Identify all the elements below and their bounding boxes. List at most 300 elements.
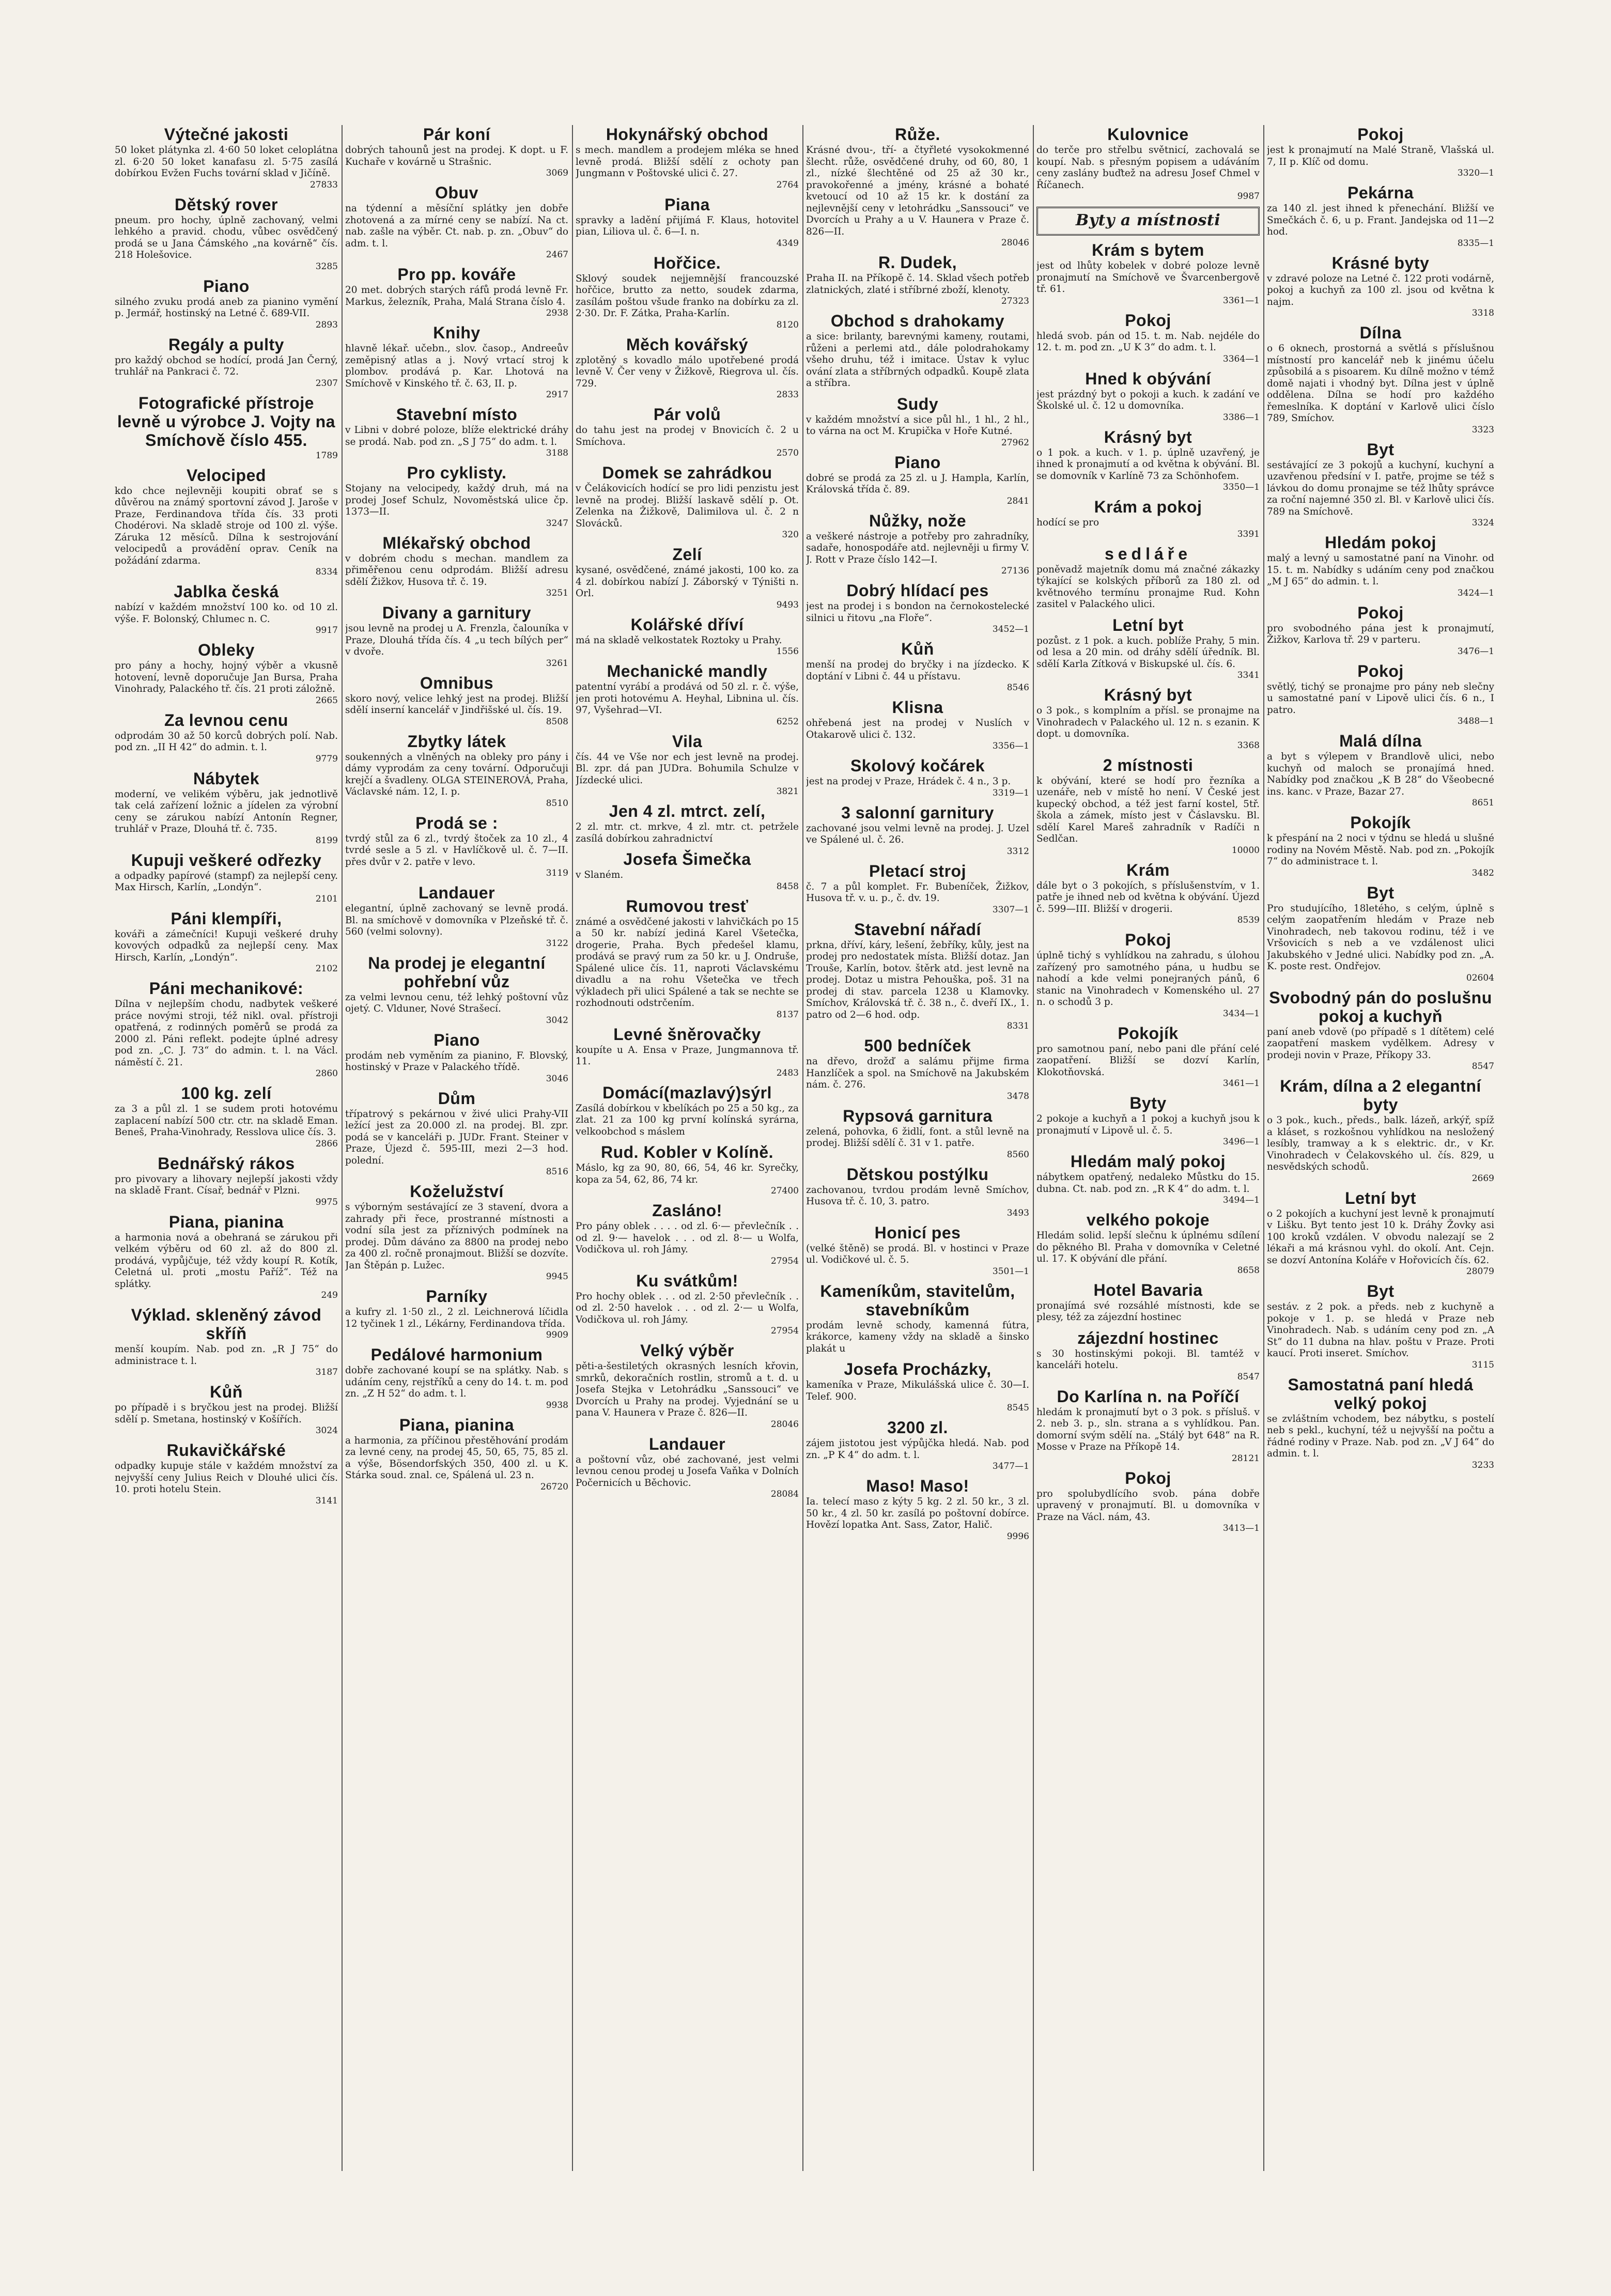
classified-ad	[345, 732, 568, 809]
ad-body: Dílna v nejlepším chodu, nadbytek veškeré práce novými stroji, též nikl. oval. přístroji opatřená, z rodinných poměrů se prodá za 2000 zl. Páni reflekt. podejte úplné adresy pod zn. „C. J. 73“ do admin. t. l. na Václ. náměstí č. 21.	[115, 999, 338, 1068]
ad-body: a harmonia, za příčinou přestěhování prodám za levné ceny, na prodej 45, 50, 65, 75, 85 zl. a výše, Bösendorfských 350, 400 zl. u K. Stárka soud. znal. ce, Spálená ul. 23 n.	[345, 1435, 568, 1481]
ad-body: menší koupím. Nab. pod zn. „R J 75“ do administrace t. l.	[115, 1344, 338, 1367]
ad-body: a kufry zl. 1·50 zl., 2 zl. Leichnerová líčidla 12 tyčinek 1 zl., Lékárny, Ferdinandova třída.	[345, 1307, 568, 1329]
ad-body: hledám k pronajmutí byt o 3 pok. s přísluš. v 2. neb 3. p., sln. strana a s vyhlídkou. Pan. domorní svým sdělí na. „Stálý byt 648“ na R. Mosse v Praze na Příkopě 14.	[1036, 1406, 1260, 1452]
ad-number: 9909	[546, 1330, 568, 1340]
ad-number: 3042	[546, 1015, 568, 1026]
ad-body: k obývání, které se hodí pro řezníka a uzenáře, neb v místě ho není. V České jest kupecký obchod, a též jest farní kostel, 5tř. škola a zámek, místo jest v Čáslavsku. Bl. sdělí Karel Mareš zahradník v Radíči n Sedlčan.	[1036, 775, 1260, 844]
classifieds-column-3	[576, 125, 799, 1504]
ad-number: 1556	[776, 646, 799, 657]
ad-number: 3501—1	[992, 1266, 1029, 1277]
ad-body: o 3 pok., s komplním a přísl. se pronajme na Vinohradech v Palackého ul. 12 n. s ezanin. K dopt. u domovníka.	[1036, 705, 1260, 739]
ad-headline: Kameníkům, stavitelům, stavebníkům	[820, 1281, 1015, 1319]
ad-body: hlavně lékař. učebn., slov. časop., Andreeův zeměpisný atlas a j. Nový vrtací stroj k plombov. prodává p. Kar. Lhotová na Smíchově v Kinského tř. č. 63, II. p.	[345, 343, 568, 389]
ad-headline: Obleky	[198, 641, 255, 659]
ad-number: 3350—1	[1222, 482, 1260, 492]
ad-number: 8508	[546, 716, 568, 727]
ad-number: 4349	[776, 238, 799, 249]
ad-headline: Regály a pulty	[168, 335, 284, 354]
classified-ad	[1036, 686, 1260, 751]
ad-number: 8335—1	[1457, 238, 1494, 249]
ad-body: prodám neb vyměním za pianino, F. Blovský, hostinský v Praze v Palackého třídě.	[345, 1050, 568, 1073]
classified-ad	[806, 756, 1029, 798]
ad-number: 28121	[1231, 1453, 1260, 1464]
ad-body: paní aneb vdově (po případě s 1 dítětem) celé zaopatření maskem vydělkem. Adresy v prodeji novin v Praze, Příkopy 33.	[1267, 1026, 1494, 1061]
ad-headline: Pokoj	[1357, 603, 1404, 622]
ad-headline: Do Karlína n. na Poříčí	[1057, 1387, 1240, 1406]
classified-ad	[1267, 1375, 1494, 1470]
ad-headline: Dílna	[1359, 323, 1402, 342]
ad-body: menší na prodej do bryčky i na jízdecko. K doptání v Libni č. 44 u přístavu.	[806, 659, 1029, 682]
ad-headline: Páni mechanikové:	[149, 979, 304, 998]
ad-headline: Za levnou cenu	[164, 710, 288, 730]
classified-ad	[345, 1031, 568, 1084]
ad-body: jest k pronajmutí na Malé Straně, Vlašská ul. 7, II p. Klíč od domu.	[1267, 145, 1494, 167]
classified-ad	[1036, 1281, 1260, 1324]
classified-ad	[345, 814, 568, 879]
ad-body: v každém množství a sice půl hl., 1 hl., 2 hl., to várna na oct M. Krupička v Hoře Kutné.	[806, 414, 1029, 437]
classified-ad	[1267, 1077, 1494, 1184]
ad-headline: Maso! Maso!	[866, 1477, 969, 1495]
ad-number: 27833	[309, 179, 338, 190]
ad-number: 3188	[546, 448, 568, 458]
ad-body: v Čelákovicích hodící se pro lidi penzistu jest levně na prodej. Bližší laskavě sdělí p. Ot. Zelenka na Žižkově, Dalimilova ul. č. 2 n Slovácků.	[576, 483, 799, 529]
ad-body: spravky a ladění přijímá F. Klaus, hotovitel pian, Liliova ul. č. 6—I. n.	[576, 214, 799, 237]
classified-ad	[1036, 545, 1260, 611]
ad-number: 3115	[1471, 1359, 1494, 1370]
ad-number: 3319—1	[992, 787, 1029, 798]
ad-number: 2669	[1471, 1173, 1494, 1184]
ad-headline: Pár koní	[423, 125, 491, 144]
ad-headline: Piana, pianina	[399, 1415, 515, 1434]
ad-number: 2307	[315, 378, 338, 389]
ad-headline: Páni klempíři,	[171, 909, 282, 928]
classified-ad	[115, 582, 338, 635]
ad-body: k přespání na 2 noci v týdnu se hledá u slušné rodiny na Novém Městě. Nab. pod zn. „Pokojík 7“ do administrace t. l.	[1267, 833, 1494, 867]
ad-headline: Letní byt	[1345, 1188, 1416, 1207]
ad-number: 6252	[776, 716, 799, 727]
ad-body: jest prázdný byt o pokoji a kuch. k zadání ve Školské ul. č. 12 u domovníka.	[1036, 389, 1260, 411]
ad-number: 27962	[1001, 437, 1029, 448]
ad-body: koupíte u A. Ensa v Praze, Jungmannova tř. 11.	[576, 1044, 799, 1067]
ad-number: 3247	[546, 518, 568, 529]
classified-ad	[115, 125, 338, 190]
classified-ad	[345, 463, 568, 529]
ad-body: pro pivovary a lihovary nejlepší jakosti vždy na skladě Frant. Císař, bednář v Plzni.	[115, 1173, 338, 1196]
ad-headline: Stavební nářadí	[854, 920, 981, 939]
ad-headline: Dětskou postýlku	[846, 1165, 989, 1184]
ad-headline: Letní byt	[1112, 615, 1184, 634]
ad-body: jest od lhůty kobelek v dobré poloze levně pronajmutí na Smíchově ve Švarcenbergově tř. 61.	[1036, 260, 1260, 294]
classified-ad	[1036, 1469, 1260, 1534]
ad-body: na dřevo, drožď a salámu přijme firma Hanzlíček a spol. na Smíchově na Jakubském nám. č. 276.	[806, 1056, 1029, 1090]
ad-body: moderní, ve velikém výběru, jak jednotlivě tak celá zařízení ložnic a jídelen za výrobní ceny se zárukou nabízí Antonín Regner, truhlář v Praze, Dlouhá tř. č. 735.	[115, 788, 338, 834]
ad-headline: Prodá se :	[415, 813, 498, 832]
ad-number: 3361—1	[1222, 295, 1260, 306]
classified-ad	[576, 732, 799, 797]
ad-headline: Pár volů	[653, 405, 721, 424]
classifieds-column-1	[115, 125, 338, 1511]
classified-ad	[1036, 1152, 1260, 1205]
ad-number: 3386—1	[1222, 412, 1260, 423]
ad-body: třípatrový s pekárnou v živé ulici Prahy-VII ležící jest za 20.000 zl. na prodej. Bl. zpr. podá se v kanceláři p. JUDr. Frant. Steiner v Praze, Újezd č. 595-III, mezi 2—3 hod. polední.	[345, 1108, 568, 1166]
ad-body: Stojany na velocipedy, každý druh, má na prodej Josef Schulz, Novoměstská ulice čp. 1373—II.	[345, 483, 568, 517]
classified-ad	[1036, 1387, 1260, 1464]
ad-body: sestáv. z 2 pok. a předs. neb z kuchyně a pokoje v 1. p. se hledá v Praze neb Vinohradech. Nab. s udáním ceny pod zn. „A St“ do 11 dubna na hlav. poštu v Praze. Proti kaucí. Proti inseret. Smíchov.	[1267, 1301, 1494, 1359]
ad-headline: Krám, dílna a 2 elegantní byty	[1280, 1077, 1481, 1114]
ad-headline: Na prodej je elegantní pohřební vůz	[368, 953, 546, 991]
ad-headline: 500 bedníček	[864, 1036, 971, 1055]
classified-ad	[115, 466, 338, 578]
ad-headline: velkého pokoje	[1086, 1211, 1210, 1229]
classified-ad	[1267, 1282, 1494, 1370]
ad-body: silného zvuku prodá aneb za pianino vymění p. Jermář, hostinský na Letné č. 689-VII.	[115, 296, 338, 319]
classified-ad	[345, 323, 568, 400]
ad-headline: Samostatná paní hledá velký pokoj	[1288, 1375, 1474, 1413]
classifieds-column-5	[1036, 125, 1260, 1539]
ad-headline: Pro pp. kováře	[397, 265, 516, 284]
ad-headline: Pokoj	[1125, 930, 1171, 949]
ad-number: 3391	[1237, 529, 1260, 539]
ad-number: 3312	[1006, 846, 1029, 857]
ad-headline: Pokojík	[1118, 1023, 1179, 1043]
ad-body: (velké štěně) se prodá. Bl. v hostinci v Praze ul. Vodičkové ul. č. 5.	[806, 1243, 1029, 1265]
ad-body: pro spolubydlícího svob. pána dobře upravený v pronajmutí. Bl. u domovníka v Praze na Václ. nám, 43.	[1036, 1488, 1260, 1523]
ad-headline: Levné šněrovačky	[613, 1025, 761, 1044]
classified-ad	[115, 769, 338, 846]
classified-ad	[1036, 311, 1260, 364]
ad-body: má na skladě velkostatek Roztoky u Prahy.	[576, 634, 782, 646]
ad-number: 3821	[776, 786, 799, 797]
ad-body: do tahu jest na prodej v Bnovicích č. 2 u Smíchova.	[576, 425, 799, 447]
ad-headline: Kulovnice	[1107, 125, 1189, 144]
classified-ad	[1267, 440, 1494, 529]
ad-headline: Velký výběr	[640, 1341, 734, 1360]
ad-number: 2866	[315, 1138, 338, 1149]
classified-ad	[115, 1441, 338, 1506]
ad-headline: zájezdní hostinec	[1077, 1328, 1219, 1347]
ad-headline: Rukavičkářské	[166, 1441, 286, 1460]
ad-number: 3494—1	[1222, 1195, 1260, 1205]
ad-number: 3046	[546, 1073, 568, 1084]
ad-body: a harmonia nová a obehraná se zárukou při velkém výběru od 60 zl. až do 800 zl. prodává, vypůjčuje, též vždy koupí R. Kotík, Celetná ul. proti „mostu Paříž“. Též na splátky.	[115, 1232, 338, 1290]
classifieds-column-6	[1267, 125, 1494, 1476]
ad-number: 28079	[1466, 1266, 1494, 1277]
ad-headline: Pokoj	[1125, 311, 1171, 330]
ad-body: a odpadky papírové (stampf) za nejlepší ceny. Max Hirsch, Karlín, „Londýn“.	[115, 870, 338, 893]
ad-headline: Rud. Kobler v Kolíně.	[600, 1143, 774, 1161]
ad-number: 27400	[770, 1186, 799, 1196]
ad-number: 320	[782, 530, 799, 540]
ad-body: Máslo, kg za 90, 80, 66, 54, 46 kr. Syrečky, kopa za 54, 62, 86, 74 kr.	[576, 1162, 799, 1185]
classified-ad	[115, 909, 338, 974]
classified-ad	[806, 1165, 1029, 1218]
ad-body: se zvláštním vchodem, bez nábytku, s postelí neb s pekl., kuchyní, též u nejvyšší na počtu a řádné rodiny v Praze. Nab. pod zn. „V J 64“ do admin. t. l.	[1267, 1413, 1494, 1459]
column-rule	[342, 125, 343, 2171]
classified-ad	[115, 1383, 338, 1436]
classified-ad	[1036, 1211, 1260, 1276]
ad-body: jest na prodej i s bondon na černokostelecké silnici u řitovu „na Floře“.	[806, 601, 1029, 624]
ad-headline: Pletací stroj	[869, 861, 966, 880]
ad-headline: Stavební místo	[396, 405, 518, 424]
ad-headline: Parníky	[426, 1287, 488, 1306]
ad-number: 2101	[315, 893, 338, 904]
ad-headline: Vila	[672, 732, 703, 751]
ad-body: 20 met. dobrých starých ráfů prodá levně Fr. Markus, železník, Praha, Malá Strana číslo 4.	[345, 285, 568, 307]
ad-body: kameníka v Praze, Mikulášská ulice č. 30—I. Telef. 900.	[806, 1379, 1029, 1402]
ad-number: 2893	[315, 319, 338, 330]
ad-number: 28046	[1001, 238, 1029, 248]
ad-body: ohřebená jest na prodej v Nuslích v Otakarově ulici č. 132.	[806, 718, 1029, 740]
ad-headline: Pedálové harmonium	[370, 1345, 543, 1364]
ad-number: 2841	[1006, 495, 1029, 506]
ad-number: 3251	[546, 588, 568, 598]
classified-ad	[576, 615, 799, 657]
classified-ad	[576, 1083, 799, 1138]
ad-body: Pro pány oblek . . . . od zl. 6·— převlečník . . od zl. 9·— havelok . . . od zl. 8·— u Wolfa, Vodičkova ul. roh Jámy.	[576, 1221, 799, 1255]
ad-headline: Josefa Šimečka	[623, 850, 751, 868]
ad-number: 9938	[546, 1400, 568, 1410]
ad-headline: Obchod s drahokamy	[830, 312, 1005, 330]
ad-body: jsou levně na prodej u A. Frenzla, čalouníka v Praze, Dlouhá třída čís. 4 „u tech bílých per“ v dvoře.	[345, 623, 568, 657]
ad-headline: sedláře	[1104, 544, 1192, 563]
ad-body: tvrdý stůl za 6 zl., tvrdý štoček za 10 zl., 4 tvrdé sesle a 5 zl. v Havlíčkově ul. č. 7—II. přes dvůr v 2. patře v levo.	[345, 833, 568, 867]
ad-headline: Pro cyklisty.	[407, 463, 507, 482]
classified-ad	[1267, 183, 1494, 249]
classified-ad	[1036, 369, 1260, 423]
ad-number: 8334	[315, 567, 338, 577]
classified-ad	[115, 1306, 338, 1377]
ad-headline: Kupuji veškeré odřezky	[131, 850, 322, 870]
ad-body: světlý, tichý se pronajme pro pány neb slečny u samostatné paní v Lipově ulici čís. 6 n., I patro.	[1267, 681, 1494, 716]
ad-number: 8120	[776, 319, 799, 330]
classifieds-column-4	[806, 125, 1029, 1547]
ad-body: o 1 pok. a kuch. v 1. p. úplně uzavřený, je ihned k pronajmutí a od května k obývání. Bl. se domovník v Karlíně 73 za Schönhofem.	[1036, 447, 1260, 482]
ad-body: pro pány a hochy, hojný výběr a vkusně hotovení, levně doporučuje Jan Bursa, Praha Vinohrady, Palackého tř. čís. 21 proti záložně.	[115, 660, 338, 694]
ad-body: kysané, osvědčené, známé jakosti, 100 ko. za 4 zl. dobírkou nabízí J. Záborský v Týništi n. Orl.	[576, 565, 799, 599]
ad-body: 2 zl. mtr. ct. mrkve, 4 zl. mtr. ct. petržele zasílá dobírkou zahradnictví	[576, 821, 799, 844]
ad-number: 02604	[1466, 972, 1494, 983]
ad-number: 2833	[776, 390, 799, 400]
ad-number: 9779	[315, 753, 338, 764]
ad-headline: Landauer	[648, 1434, 726, 1453]
ad-headline: Hokynářský obchod	[606, 125, 769, 144]
ad-number: 8510	[546, 798, 568, 809]
ad-body: v Libni v dobré poloze, blíže elektrické dráhy se prodá. Nab. pod zn. „S J 75“ do adm. t. l.	[345, 425, 568, 447]
ad-headline: 100 kg. zelí	[181, 1084, 272, 1103]
classified-ad	[806, 1107, 1029, 1160]
ad-number: 8658	[1237, 1265, 1260, 1276]
classified-ad	[806, 253, 1029, 306]
classified-ad	[345, 1416, 568, 1492]
ad-headline: Zasláno!	[652, 1201, 722, 1220]
ad-body: pro samotnou paní, nebo pani dle přání celé zaopatření. Bližší se dozví Karlín, Klokotňovská.	[1036, 1043, 1260, 1078]
ad-body: kdo chce nejlevněji koupiti obrať se s důvěrou na známý sportovní závod J. Jaroše v Praze, Ferdinandova třída čís. 33 proti Chodérovi. Na skladě stroje od 100 zl. výše. Záruka 12 měsíců. Dílna k sestrojování velocipedů a provádění oprav. Ceník na požádání zdarma.	[115, 485, 338, 566]
classified-ad	[1036, 616, 1260, 681]
classified-ad	[806, 1282, 1029, 1355]
ad-body: o 2 pokojích a kuchyní jest levně k pronajmutí v Lišku. Byt tento jest 10 k. Dráhy Žovky asi 100 kroků vzdálen. V obvodu nalezají se 2 lékaři a má krásnou vyhl. do okolí. Ant. Cejn. se dozví Antonína Koláře v Hořovicích čís. 62.	[1267, 1208, 1494, 1266]
classified-ad	[576, 545, 799, 610]
ad-headline: Hledám pokoj	[1325, 533, 1436, 552]
ad-number: 27323	[1001, 296, 1029, 306]
ad-body: dobře zachované koupí se na splátky. Nab. s udáním ceny, rejstříků a ceny do 14. t. m. pod zn. „Z H 52“ do adm. t. l.	[345, 1365, 568, 1399]
classified-ad	[806, 1223, 1029, 1277]
ad-number: 27954	[770, 1255, 799, 1266]
classified-ad	[1036, 241, 1260, 306]
classified-ad	[345, 883, 568, 949]
ad-number: 3261	[546, 658, 568, 669]
ad-body: nábytkem opatřený, nedaleko Můstku do 15. dubna. Ct. nab. pod zn. „R K 4“ do adm. t. l.	[1036, 1172, 1260, 1194]
ad-body: 2 pokoje a kuchyň a 1 pokoj a kuchyň jsou k pronajmutí v Lipově ul. č. 5.	[1036, 1113, 1260, 1136]
classified-ad	[806, 1418, 1029, 1471]
ad-headline: Piano	[894, 453, 941, 472]
ad-headline: Krásný byt	[1104, 427, 1192, 446]
ad-number: 3452—1	[992, 624, 1029, 634]
column-rule	[1033, 125, 1034, 2171]
ad-body: č. 7 a půl komplet. Fr. Bubeníček, Žižkov, Husova tř. v. u. p., č. dv. 19.	[806, 881, 1029, 904]
ad-headline: Krám a pokoj	[1094, 498, 1202, 516]
classified-ad	[576, 897, 799, 1020]
ad-headline: Nábytek	[193, 769, 259, 788]
classified-ad	[1267, 988, 1494, 1072]
ad-headline: 3 salonní garnitury	[841, 803, 994, 822]
classified-ad	[806, 803, 1029, 857]
classified-ad	[576, 195, 799, 249]
ad-body: pěti-a-šestiletých okrasných lesních křovin, smrků, dekoračních rostlin, stromů a t. d. u Josefa Stejka v Letohrádku „Sanssouci“ ve Dvorcích u Prahy na prodej. Vyjednání se u pana V. Haunera v Praze č. 826—II.	[576, 1361, 799, 1418]
classified-ad	[576, 850, 799, 892]
ad-body: za 3 a půl zl. 1 se sudem proti hotovému zaplacení nabízí 500 ctr. ctr. na skladě Eman. Beneš, Praha-Vinohrady, Resslova ulice čís. 3.	[115, 1104, 338, 1138]
section-header	[1036, 207, 1260, 236]
ad-number: 2764	[776, 179, 799, 190]
ad-body: jest na prodej v Praze, Hrádek č. 4 n., 3 p.	[806, 776, 1011, 787]
ad-number: 8458	[776, 881, 799, 892]
ad-number: 28046	[770, 1419, 799, 1430]
ad-body: o 3 pok., kuch., předs., balk. lázeň, arkýř, spíž a kláset, s rozkošnou vyhlídkou na nesložený lesíbly, tramway a k s elektric. dr., v Kr. Vinohradech v Čelakovského ul. čís. 829, u nesvědských schodů.	[1267, 1115, 1494, 1172]
classified-ad	[115, 641, 338, 706]
classified-ad	[1267, 662, 1494, 727]
classified-ad	[806, 125, 1029, 248]
ad-number: 3368	[1237, 740, 1260, 751]
classified-ad	[345, 1089, 568, 1177]
classified-ad	[576, 802, 799, 845]
classified-ad	[806, 1036, 1029, 1102]
ad-body: zachované jsou velmi levně na prodej. J. Uzel ve Spálené ul. č. 26.	[806, 823, 1029, 845]
ad-headline: Rumovou tresť	[626, 896, 749, 916]
ad-number: 2665	[315, 695, 338, 706]
classified-ad	[115, 394, 338, 461]
classified-ad	[115, 335, 338, 389]
classified-ad	[115, 1084, 338, 1149]
classified-ad	[1036, 930, 1260, 1019]
ad-headline: Piana	[664, 195, 710, 214]
ad-body: dobré se prodá za 25 zl. u J. Hampla, Karlín, Královská třída č. 89.	[806, 472, 1029, 495]
classified-ad	[576, 1271, 799, 1337]
ad-number: 3141	[315, 1495, 338, 1506]
ad-headline: Divany a garnitury	[382, 603, 532, 622]
ad-body: 50 loket plátynka zl. 4·60 50 loket celoplátna zl. 6·20 50 loket kanafasu zl. 5·75 zasílá dobírkou Evžen Fuchs tovární sklad v Jičíně.	[115, 145, 338, 179]
ad-number: 8199	[315, 835, 338, 846]
ad-headline: Nůžky, nože	[869, 511, 967, 530]
classified-ad	[345, 1287, 568, 1340]
ad-body: o 6 oknech, prostorná a světlá s příslušnou místností pro kancelář neb k jinému účelu způsobilá a s pisoarem. Ku dílně možno v témž domě najati i vhodný byt. Dílna jest v úplně oddělena. Dílna se hodí pro každého řemeslníka. K doptání v Karlově ulici číslo 789, Smíchov.	[1267, 343, 1494, 424]
classified-ad	[1036, 1024, 1260, 1089]
ad-headline: 3200 zl.	[887, 1418, 948, 1437]
ad-body: Sklový soudek nejjemnější francouzské hořčice, brutto za netto, soudek zdarma, zasílám poštou všude franko na dobírku za zl. 2·30. Dr. F. Zátka, Praha-Karlín.	[576, 273, 799, 319]
ad-headline: Honicí pes	[874, 1223, 961, 1242]
ad-headline: Byt	[1367, 883, 1395, 902]
ad-number: 3476—1	[1457, 646, 1494, 657]
ad-headline: Jablka česká	[174, 582, 279, 601]
ad-number: 3482	[1471, 867, 1494, 878]
ad-body: za 140 zl. jest ihned k přenechání. Bližší ve Smečkách č. 6, u p. Frant. Jandejska od 11—2 hod.	[1267, 203, 1494, 237]
ad-number: 3493	[1006, 1207, 1029, 1218]
ad-number: 9975	[315, 1197, 338, 1207]
ad-headline: Pokoj	[1125, 1468, 1171, 1487]
ad-headline: Mechanické mandly	[607, 662, 768, 680]
ad-headline: Byty	[1129, 1094, 1167, 1112]
ad-number: 3434—1	[1222, 1008, 1260, 1019]
classified-ad	[1267, 603, 1494, 657]
classified-ad	[1267, 813, 1494, 878]
ad-headline: R. Dudek,	[878, 253, 957, 272]
classified-ad	[115, 1154, 338, 1207]
classified-ad	[806, 511, 1029, 577]
classified-ad	[1267, 732, 1494, 808]
ad-number: 249	[321, 1290, 338, 1300]
classified-ad	[576, 335, 799, 400]
ad-body: a poštovní vůz, obé zachované, jest velmi levnou cenou prodej u Josefa Vaňka v Dolních Počernicích u Běchovic.	[576, 1454, 799, 1488]
classified-ad	[576, 463, 799, 540]
classified-ad	[1267, 1189, 1494, 1277]
ad-headline: Krám	[1126, 860, 1170, 879]
ad-number: 9996	[1006, 1531, 1029, 1542]
classified-ad	[345, 534, 568, 599]
ad-number: 2467	[546, 250, 568, 260]
ad-body: známé a osvědčené jakosti v lahvičkách po 15 a 50 kr. nabízí jediná Karel Všetečka, drogerie, Praha. Bych předešel klamu, prodává se pravý rum za 50 kr. u J. Ondruše, Spálené ulice čís. 11, naproti Václavskému divadlu a na rohu Všetečka ve třech výkladech při ulici Spálené a tak se nechte se rozhodnouti odstrčením.	[576, 916, 799, 1009]
ad-body: pronajímá své rozsáhlé místnosti, kde se plesy, též za zájezdní hostinec	[1036, 1300, 1260, 1323]
ad-body: hledá svob. pán od 15. t. m. Nab. nejdéle do 12. t. m. pod zn. „U K 3“ do adm. t. l.	[1036, 330, 1260, 353]
ad-headline: Zbytky látek	[407, 732, 506, 751]
ad-number: 28084	[770, 1489, 799, 1499]
ad-headline: Byt	[1367, 440, 1395, 459]
ad-headline: Růže.	[895, 125, 940, 144]
ad-headline: Domek se zahrádkou	[602, 463, 772, 482]
classified-ad	[345, 125, 568, 178]
ad-body: zelená, pohovka, 6 židlí, font. a stůl levně na prodej. Bližší sdělí č. 31 v 1. patře.	[806, 1126, 1029, 1149]
classified-ad	[806, 862, 1029, 915]
ad-number: 8651	[1471, 798, 1494, 808]
ad-number: 9987	[1237, 191, 1260, 201]
ad-body: pro svobodného pána jest k pronajmutí, Žižkov, Karlova tř. 29 v parteru.	[1267, 623, 1494, 645]
classified-ad	[806, 453, 1029, 506]
ad-headline: Krám s bytem	[1092, 241, 1204, 259]
ad-headline: Josefa Procházky,	[844, 1360, 992, 1378]
ad-number: 8516	[546, 1167, 568, 1177]
ad-body: s mech. mandlem a prodejem mléka se hned levně prodá. Bližší sdělí z ochoty pan Jungmann v Poštovské ulici č. 27.	[576, 145, 799, 179]
classified-ad	[576, 1201, 799, 1266]
ad-body: prkna, dříví, káry, lešení, žebříky, kůly, jest na prodej pro nedostatek místa. Bližší dotaz. Jan Trouše, Karlín, botov. štěrk atd. jest levně na prodej. Dotaz u mistra Pehouška, poš. 31 na prodej di stav. parcela 1238 u Klamovky. Smíchov, Královská tř. č. 38 n., č. dveří IX., 1. patro od 2—6 hod. odp.	[806, 939, 1029, 1020]
ad-headline: Kůň	[210, 1383, 243, 1401]
ad-headline: Fotografické přístroje levně u výrobce J. Vojty na Smíchově číslo 455.	[117, 393, 335, 449]
ad-number: 27136	[1001, 566, 1029, 576]
ad-body: odpadky kupuje stále v každém množství za nejvyšší ceny Julius Reich v Dlouhé ulici čís. 10. proti hotelu Stein.	[115, 1461, 338, 1495]
ad-number: 8547	[1471, 1061, 1494, 1072]
ad-headline: Velociped	[187, 466, 266, 485]
ad-headline: Piana, pianina	[168, 1212, 284, 1231]
classified-ad	[576, 405, 799, 458]
ad-headline: Skolový kočárek	[850, 756, 985, 775]
classified-ad	[576, 1025, 799, 1078]
